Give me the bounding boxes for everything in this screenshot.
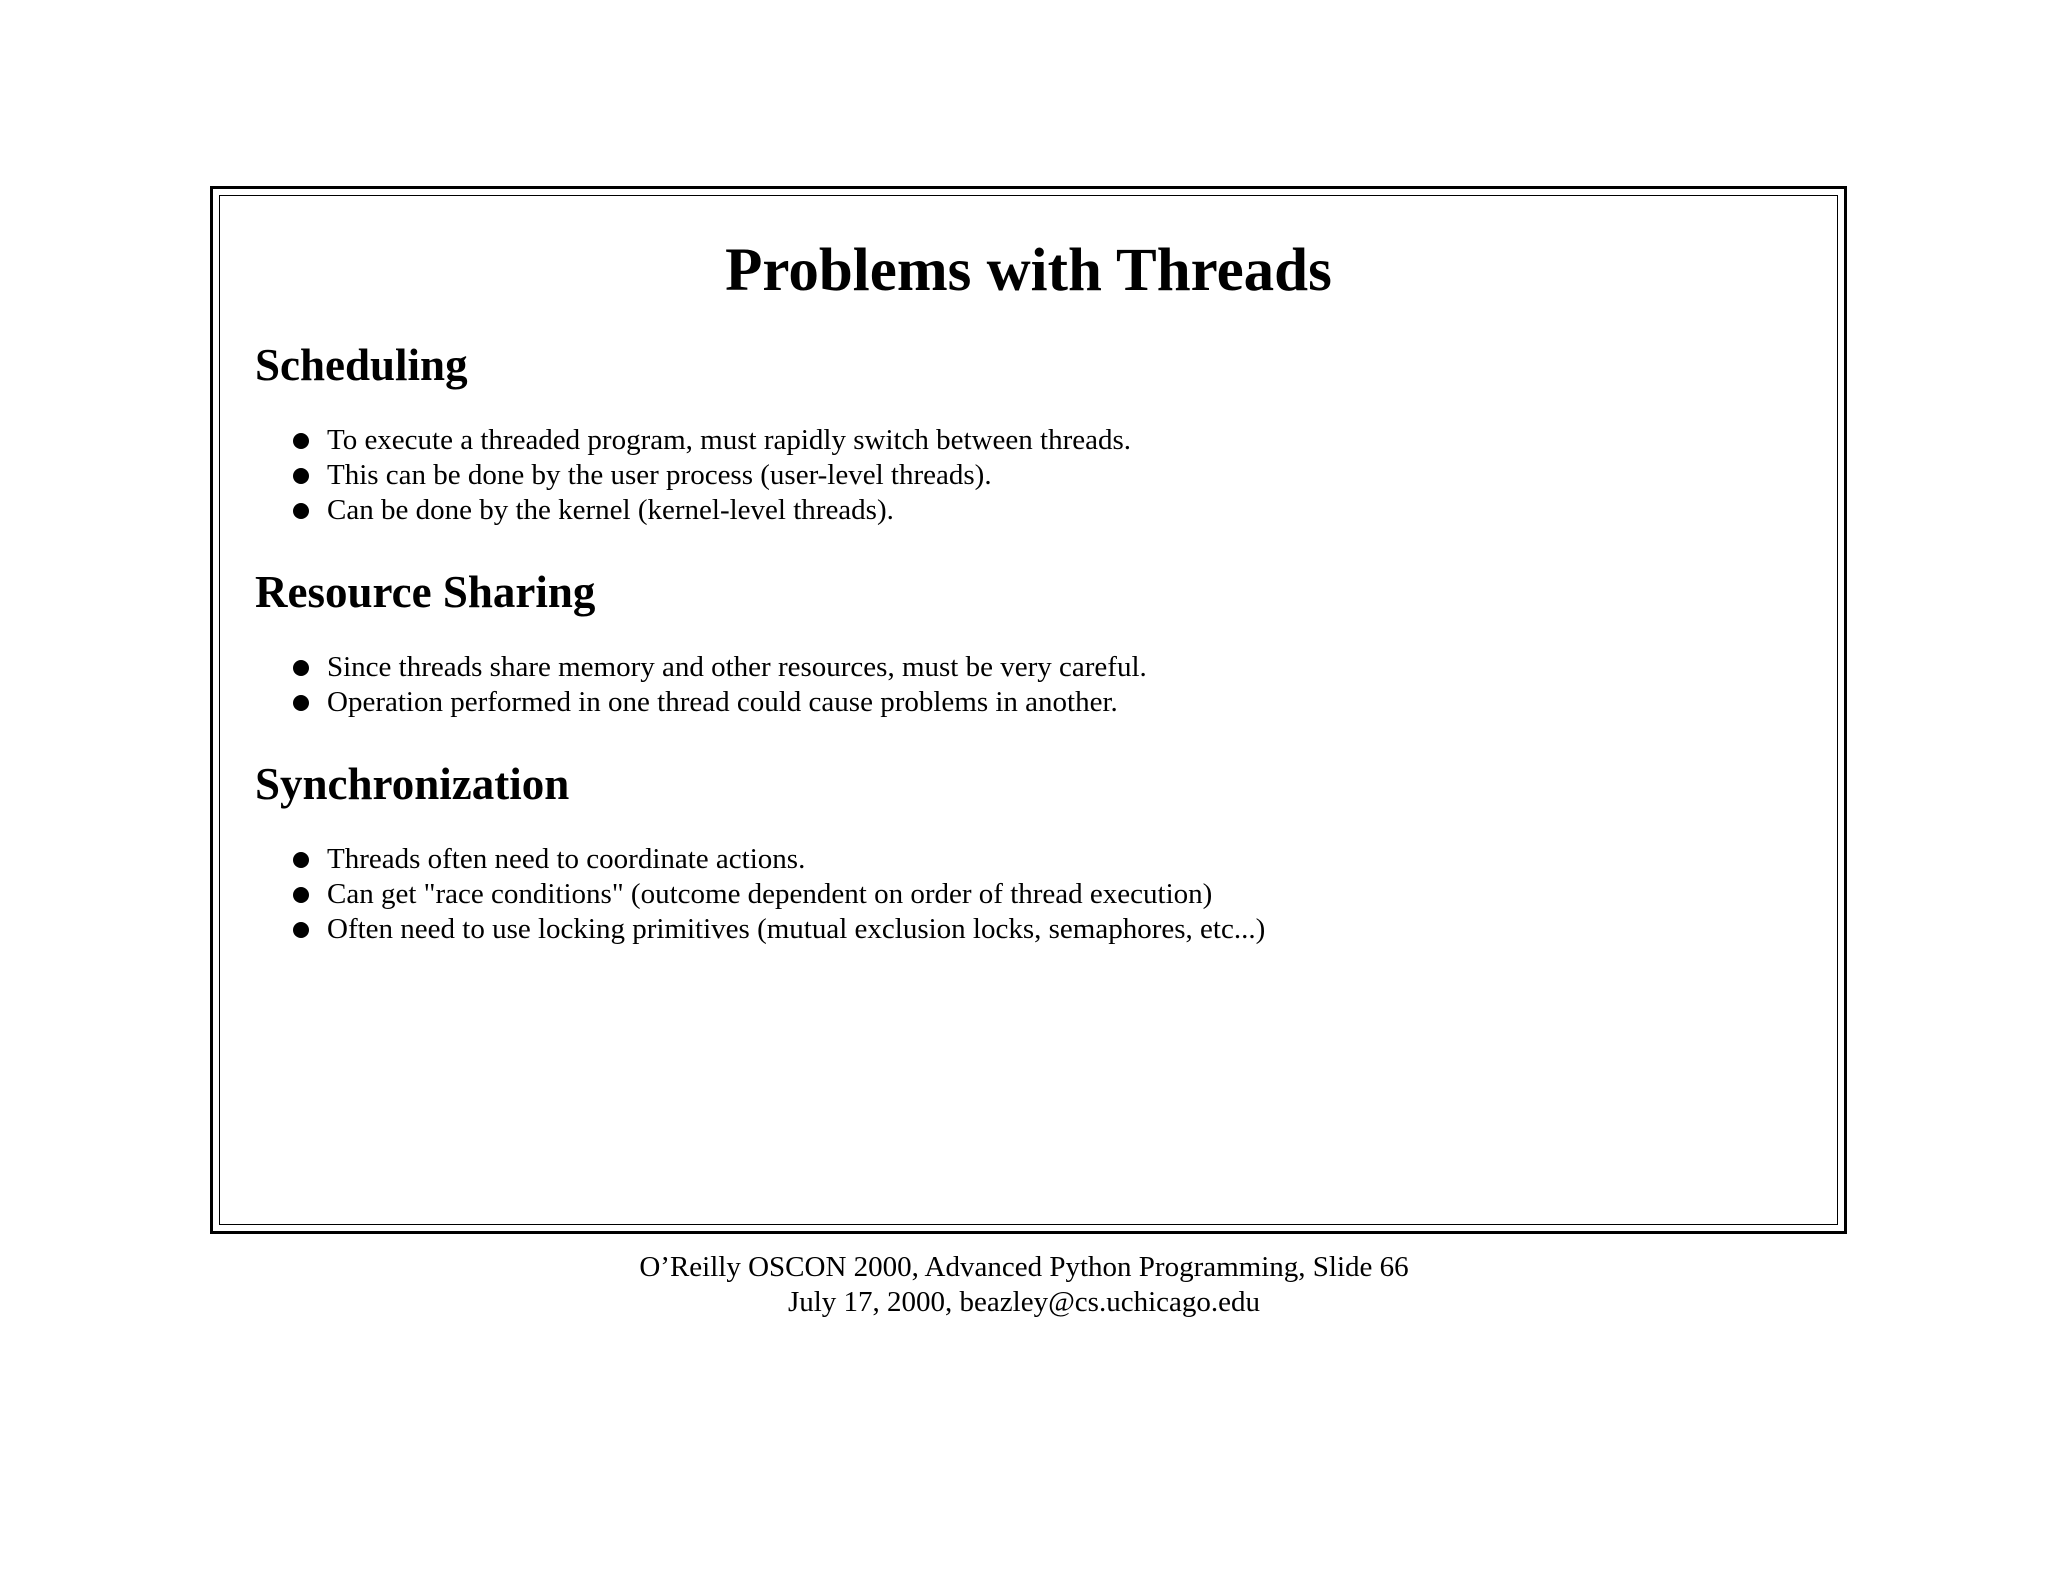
list-item: [293, 685, 1147, 720]
section-scheduling: [255, 340, 1824, 526]
bullet-icon: [293, 433, 309, 449]
slide-footer: [0, 1250, 2048, 1320]
list-item: [293, 650, 1147, 685]
footer-line-1: O’Reilly OSCON 2000, Advanced Python Programming, Slide 66: [639, 1251, 1409, 1283]
slide-title: Problems with Threads: [725, 237, 1332, 304]
bullet-list: [255, 650, 1147, 720]
bullet-icon: [293, 503, 309, 519]
bullet-text: This can be done by the user process (user-level threads).: [327, 459, 992, 491]
section-heading: Synchronization: [255, 759, 570, 809]
bullet-icon: [293, 852, 309, 868]
bullet-list: [255, 423, 1131, 528]
bullet-text: Since threads share memory and other resources, must be very careful.: [327, 651, 1147, 683]
bullet-icon: [293, 887, 309, 903]
bullet-text: Operation performed in one thread could cause problems in another.: [327, 686, 1118, 718]
bullet-icon: [293, 468, 309, 484]
list-item: [293, 493, 1131, 528]
bullet-text: Can be done by the kernel (kernel-level threads).: [327, 494, 894, 526]
bullet-list: [255, 842, 1265, 947]
slide-frame: [210, 186, 1847, 1234]
list-item: [293, 912, 1265, 947]
footer-line-2: July 17, 2000, beazley@cs.uchicago.edu: [787, 1286, 1261, 1318]
list-item: [293, 842, 1265, 877]
bullet-icon: [293, 660, 309, 676]
section-heading: Scheduling: [255, 340, 468, 390]
bullet-text: Can get "race conditions" (outcome dependent on order of thread execution): [327, 878, 1213, 910]
section-synchronization: [255, 759, 1824, 945]
bullet-text: To execute a threaded program, must rapidly switch between threads.: [327, 424, 1132, 456]
bullet-icon: [293, 922, 309, 938]
list-item: [293, 458, 1131, 493]
bullet-text: Threads often need to coordinate actions.: [327, 843, 806, 875]
section-resource-sharing: [255, 567, 1824, 718]
list-item: [293, 423, 1131, 458]
bullet-icon: [293, 695, 309, 711]
bullet-text: Often need to use locking primitives (mutual exclusion locks, semaphores, etc...): [327, 913, 1266, 945]
list-item: [293, 877, 1265, 912]
section-heading: Resource Sharing: [255, 567, 596, 617]
